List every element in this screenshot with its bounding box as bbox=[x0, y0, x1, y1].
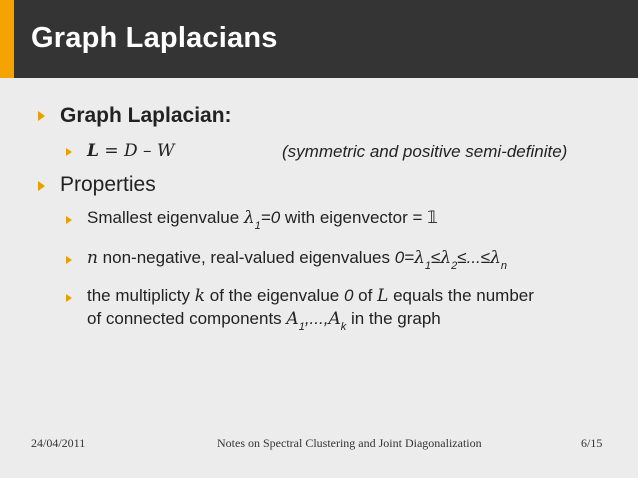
text-segment: =0 bbox=[260, 208, 281, 227]
laplacian-property-note: (symmetric and positive semi-definite) bbox=[282, 142, 568, 161]
bullet-marker bbox=[38, 111, 45, 121]
bullet-graph-laplacian bbox=[60, 104, 232, 128]
text-segment: non-negative, real-valued eigenvalues bbox=[97, 248, 395, 267]
bullet-marker bbox=[38, 181, 45, 191]
math-n: n bbox=[87, 248, 98, 268]
math-lambda: λ bbox=[440, 248, 452, 268]
text-segment: in the graph bbox=[346, 309, 441, 328]
text-segment: 0= bbox=[394, 248, 415, 267]
text-segment: ,..., bbox=[304, 309, 329, 328]
sub-bullet-eigenvalue-ordering bbox=[87, 248, 508, 272]
sub-bullet-multiplicity-line2 bbox=[87, 309, 441, 333]
math-k: k bbox=[194, 286, 206, 306]
footer-date: 24/04/2011 bbox=[31, 436, 86, 450]
math-A: A bbox=[286, 309, 299, 329]
math-subscript: k bbox=[340, 321, 347, 333]
slide-title: Graph Laplacians bbox=[31, 22, 278, 54]
text-segment: equals the number bbox=[388, 286, 534, 305]
sub-bullet-smallest-eigenvalue bbox=[87, 208, 438, 232]
math-subscript: 2 bbox=[451, 260, 458, 272]
sub-bullet-multiplicity bbox=[87, 286, 534, 306]
bullet-properties bbox=[60, 173, 156, 197]
text-segment: ≤ bbox=[431, 248, 441, 267]
bullet-text: Properties bbox=[60, 173, 156, 196]
text-segment: of bbox=[353, 286, 378, 305]
text-segment: the multiplicty bbox=[87, 286, 195, 305]
text-segment: of connected components bbox=[87, 309, 287, 328]
text-segment: with eigenvector = bbox=[280, 208, 428, 227]
text-segment: of the eigenvalue bbox=[205, 286, 344, 305]
math-W: W bbox=[156, 141, 175, 161]
math-D: D bbox=[124, 141, 138, 161]
math-lambda: λ bbox=[490, 248, 501, 268]
sub-bullet-laplacian-definition bbox=[87, 141, 174, 161]
sub-bullet-marker bbox=[66, 294, 72, 302]
bullet-text: Graph Laplacian: bbox=[60, 104, 232, 127]
math-L: L bbox=[377, 286, 389, 306]
math-lambda: λ bbox=[243, 208, 255, 228]
math-minus: – bbox=[137, 141, 157, 161]
footer-title: Notes on Spectral Clustering and Joint Diagonalization bbox=[217, 436, 482, 450]
math-equals: = bbox=[98, 141, 125, 161]
math-L: L bbox=[87, 141, 99, 161]
math-subscript: 1 bbox=[424, 260, 432, 272]
math-subscript: 1 bbox=[298, 321, 305, 333]
math-A: A bbox=[328, 309, 341, 329]
sub-bullet-marker bbox=[66, 148, 72, 156]
text-segment: 0 bbox=[343, 286, 354, 305]
footer-page-number: 6/15 bbox=[581, 436, 603, 450]
text-segment: Smallest eigenvalue bbox=[87, 208, 244, 227]
indicator-vector-symbol: 𝟙 bbox=[427, 208, 438, 228]
sub-bullet-marker bbox=[66, 256, 72, 264]
text-segment: ≤...≤ bbox=[457, 248, 491, 267]
math-lambda: λ bbox=[414, 248, 425, 268]
sub-bullet-marker bbox=[66, 216, 72, 224]
math-subscript: 1 bbox=[254, 220, 261, 232]
math-subscript: n bbox=[500, 260, 508, 272]
